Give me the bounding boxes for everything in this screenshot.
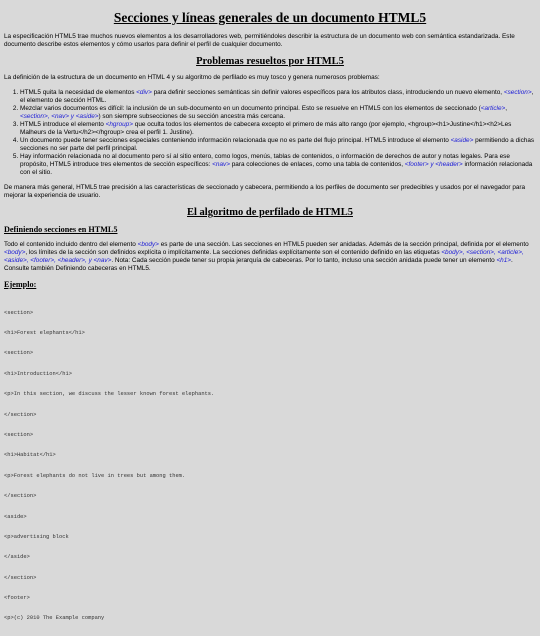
tag-link[interactable]: <h1> — [496, 257, 512, 264]
subheading-defining-sections: Definiendo secciones en HTML5 — [4, 225, 118, 234]
code-line: <footer> — [4, 595, 30, 602]
tag-link[interactable]: <section> — [503, 89, 532, 96]
tag-link[interactable]: <article> — [480, 105, 506, 112]
section-heading-algorithm: El algoritmo de perfilado de HTML5 — [187, 207, 353, 218]
code-line: </section> — [4, 574, 37, 581]
code-line: <h1>Introduction</h1> — [4, 370, 72, 377]
code-example — [4, 296, 536, 636]
code-line: <section> — [4, 350, 34, 357]
code-line: <section> — [4, 309, 34, 316]
tag-link[interactable]: <body>, <section>, <article>, <aside>, <footer>, <header>, y <nav> — [4, 249, 524, 264]
list-item: 1. HTML5 quita la necesidad de elementos <div> para definir secciones semánticas sin definir valores específicos para los atributos class, introduciendo un nuevo elemento, <section>, el elemento de sección HTML. — [20, 89, 536, 105]
tag-link[interactable]: <body> — [4, 249, 26, 256]
tag-link[interactable]: <body> — [137, 241, 159, 248]
tag-link[interactable]: <aside> — [450, 137, 474, 144]
problems-list — [4, 89, 536, 177]
tag-link[interactable]: <div> — [136, 89, 152, 96]
tag-link[interactable]: <hgroup> — [105, 121, 133, 128]
list-item: 2. Mezclar varios documentos es difícil: la inclusión de un sub-documento en un documento principal. Esto se resuelve en HTML5 con los elementos de seccionado (<article>, <section>, <nav> y <aside>) son siempre subsecciones de su sección ancestra más cercana. — [20, 105, 536, 121]
problems-closing: De manera más general, HTML5 trae precisión a las características de seccionado y cabecera, permitiendo a los perfiles de documento ser predecibles y usados por el navegador para mejorar la experiencia de usuario. — [4, 184, 526, 199]
example-heading: Ejemplo: — [4, 280, 37, 289]
page — [4, 10, 536, 636]
list-item: 4. Un documento puede tener secciones especiales conteniendo información relacionada que no es parte del flujo principal. HTML5 introduce el elemento <aside> permitiendo a dichas secciones no ser parte del perfil principal. — [20, 137, 536, 153]
code-line: </aside> — [4, 554, 30, 561]
code-line: <p>(c) 2010 The Example company — [4, 615, 105, 622]
code-line: </section> — [4, 411, 37, 418]
code-line: <aside> — [4, 513, 27, 520]
problems-lead: La definición de la estructura de un documento en HTML 4 y su algoritmo de perfilado es muy tosco y genera numerosos problemas: — [4, 74, 380, 81]
list-item: 3. HTML5 introduce el elemento <hgroup> que oculta todos los elementos de cabecera excepto el primero de más alto rango (por ejemplo, <hgroup><h1>Justine</h1><h2>Les Malheurs de la Vertu</h2></hgroup> crea el perfil 1. Justine). — [20, 121, 536, 137]
intro-paragraph: La especificación HTML5 trae muchos nuevos elementos a los desarrolladores web, permitiéndoles describir la estructura de un documento web con semántica estandarizada. Este documento describe estos elementos y cómo usarlos para definir el perfil de cualquier documento. — [4, 33, 515, 48]
tag-link[interactable]: <nav> — [212, 161, 230, 168]
code-line: <p>Forest elephants do not live in trees but among them. — [4, 472, 186, 479]
page-title: Secciones y líneas generales de un documento HTML5 — [113, 10, 427, 25]
code-line: <h1>Habitat</h1> — [4, 452, 56, 459]
code-line: <h1>Forest elephants</h1> — [4, 329, 85, 336]
code-line: </section> — [4, 493, 37, 500]
code-line: <p>advertising block — [4, 533, 69, 540]
tag-link[interactable]: <section>, <nav> y <aside> — [20, 113, 99, 120]
section-heading-problems: Problemas resueltos por HTML5 — [196, 56, 344, 67]
list-item: 5. Hay información relacionada no al documento pero sí al sitio entero, como logos, menús, tablas de contenidos, o información de derechos de autor y notas legales. Para ese propósito, HTML5 introduce tres elementos de sección específicos: <nav> para colecciones de enlaces, como una tabla de contenidos, <footer> y <header> información relacionada con el sitio. — [20, 153, 536, 177]
defining-sections-paragraph: Todo el contenido incluido dentro del elemento <body> es parte de una sección. Las secciones en HTML5 pueden ser anidadas. Además de la sección principal, definida por el elemento <body>, los límites de la sección son definidos explícita o implícitamente. La secciones definidas explícitamente son el contenido definido en las etiquetas <body>, <section>, <article>, <aside>, <footer>, <header>, y <nav>. Nota: Cada sección puede tener su propia jerarquía de cabeceras. Por lo tanto, incluso una sección anidada puede tener un elemento <h1>. Consulte también Definiendo cabeceras en HTML5. — [4, 241, 529, 272]
code-line: <p>In this section, we discuss the lesser known forest elephants. — [4, 391, 215, 398]
code-line: <section> — [4, 431, 34, 438]
tag-link[interactable]: <footer> y <header> — [404, 161, 463, 168]
